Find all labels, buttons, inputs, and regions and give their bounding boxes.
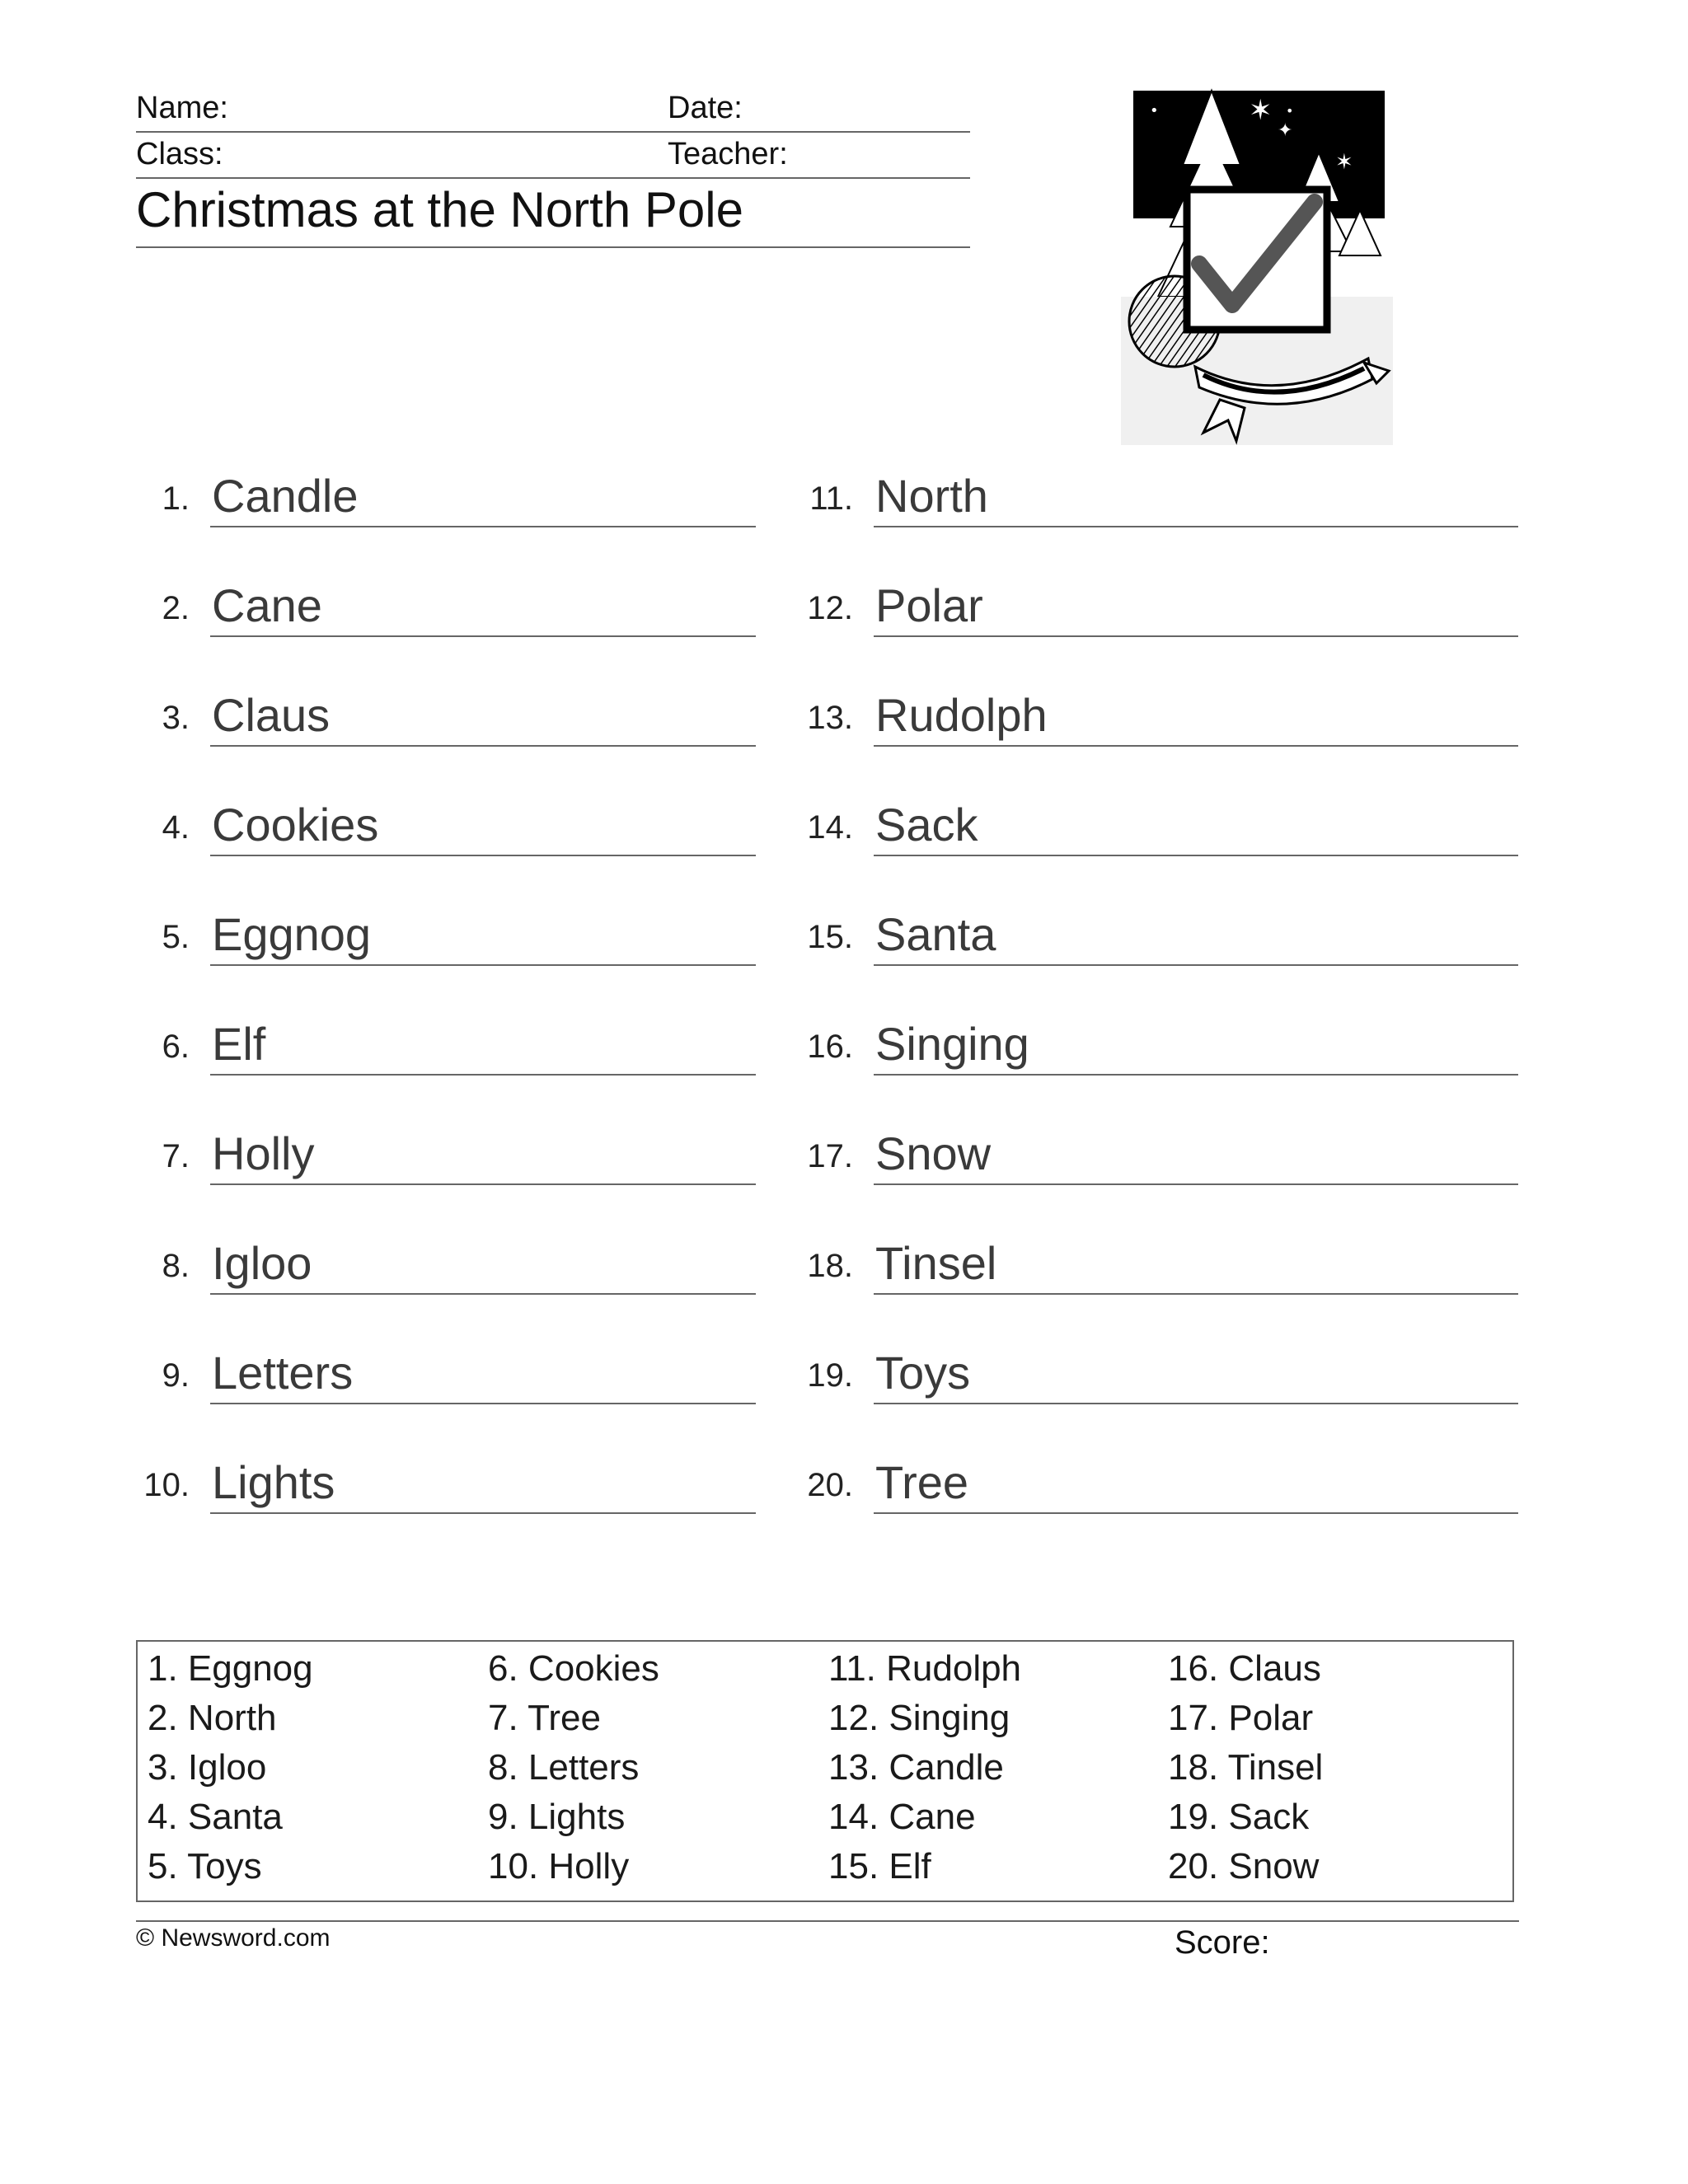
word-number: 11.: [809, 480, 853, 517]
date-label: Date:: [668, 91, 743, 125]
word-item-13: [799, 681, 1518, 747]
class-label: Class:: [136, 137, 223, 171]
word-line: [210, 569, 756, 637]
word-item-20: [799, 1448, 1518, 1514]
word-item-17: [799, 1119, 1518, 1185]
word-number: 8.: [162, 1248, 190, 1284]
word-item-15: [799, 900, 1518, 966]
answer-key-item: 13. Candle: [828, 1747, 1004, 1788]
svg-text:✶: ✶: [1335, 150, 1353, 175]
answer-key-item: 16. Claus: [1168, 1648, 1321, 1689]
answer-key-item: 1. Eggnog: [148, 1648, 313, 1689]
word-line: [874, 1337, 1518, 1404]
word-item-14: [799, 790, 1518, 856]
word-number: 6.: [162, 1029, 190, 1065]
answer-key-box: [136, 1640, 1514, 1902]
word-number: 17.: [807, 1138, 853, 1174]
answer-key-item: 7. Tree: [488, 1698, 601, 1738]
answer-key-item: 12. Singing: [828, 1698, 1010, 1738]
word-text: Igloo: [212, 1237, 312, 1289]
word-text: Candle: [212, 470, 359, 522]
word-item-3: [136, 681, 756, 747]
word-number: 7.: [162, 1138, 190, 1174]
word-number: 14.: [807, 809, 853, 846]
word-number: 19.: [807, 1357, 853, 1394]
word-line: [210, 1118, 756, 1185]
teacher-label: Teacher:: [668, 137, 788, 171]
word-text: Cookies: [212, 799, 379, 851]
worksheet-header: [136, 87, 970, 248]
word-text: North: [875, 470, 988, 522]
word-item-19: [799, 1338, 1518, 1404]
word-item-10: [136, 1448, 756, 1514]
svg-text:•: •: [1150, 102, 1159, 120]
word-item-16: [799, 1010, 1518, 1076]
word-line: [210, 1446, 756, 1514]
word-text: Letters: [212, 1347, 354, 1399]
copyright-text: © Newsword.com: [136, 1924, 331, 1952]
word-number: 18.: [807, 1248, 853, 1284]
word-text: Holly: [212, 1127, 315, 1179]
word-line: [874, 1008, 1518, 1076]
answer-key-item: 3. Igloo: [148, 1747, 267, 1788]
word-number: 3.: [162, 700, 190, 736]
answer-key-item: 5. Toys: [148, 1846, 262, 1886]
word-number: 16.: [807, 1029, 853, 1065]
word-text: Santa: [875, 908, 996, 960]
answer-key-item: 15. Elf: [828, 1846, 931, 1886]
word-line: [874, 460, 1518, 527]
answer-key-item: 17. Polar: [1168, 1698, 1314, 1738]
word-item-1: [136, 462, 756, 527]
word-text: Sack: [875, 799, 978, 851]
word-number: 5.: [162, 919, 190, 955]
answer-key-item: 20. Snow: [1168, 1846, 1320, 1886]
svg-text:•: •: [1286, 103, 1294, 119]
word-number: 1.: [162, 480, 190, 517]
word-item-11: [799, 462, 1518, 527]
word-item-4: [136, 790, 756, 856]
word-line: [874, 1118, 1518, 1185]
word-text: Eggnog: [212, 908, 372, 960]
word-line: [874, 898, 1518, 966]
word-text: Toys: [875, 1347, 971, 1399]
word-item-6: [136, 1010, 756, 1076]
word-text: Snow: [875, 1127, 992, 1179]
word-line: [874, 1227, 1518, 1295]
word-line: [874, 679, 1518, 747]
answer-key-item: 19. Sack: [1168, 1797, 1310, 1837]
word-text: Polar: [875, 579, 983, 631]
word-line: [210, 1337, 756, 1404]
word-line: [210, 679, 756, 747]
christmas-tree-checkbox-icon: [1121, 87, 1393, 445]
score-label: Score:: [1175, 1924, 1270, 1961]
word-line: [210, 460, 756, 527]
footer-divider: [136, 1920, 1519, 1922]
word-text: Cane: [212, 579, 322, 631]
answer-key-item: 2. North: [148, 1698, 277, 1738]
word-number: 12.: [807, 590, 853, 626]
word-item-18: [799, 1229, 1518, 1295]
word-number: 9.: [162, 1357, 190, 1394]
answer-key-item: 11. Rudolph: [828, 1648, 1022, 1689]
word-line: [210, 789, 756, 856]
page-title: Christmas at the North Pole: [136, 182, 743, 237]
word-line: [874, 1446, 1518, 1514]
word-text: Tree: [875, 1456, 969, 1508]
word-number: 15.: [807, 919, 853, 955]
name-date-row: [136, 87, 970, 133]
word-line: [210, 1227, 756, 1295]
word-text: Elf: [212, 1018, 266, 1070]
name-label: Name:: [136, 91, 228, 125]
word-text: Lights: [212, 1456, 335, 1508]
word-number: 13.: [807, 700, 853, 736]
svg-text:✶: ✶: [1249, 94, 1273, 127]
answer-key-item: 14. Cane: [828, 1797, 976, 1837]
word-item-8: [136, 1229, 756, 1295]
svg-text:✦: ✦: [1278, 120, 1293, 141]
word-number: 2.: [162, 590, 190, 626]
word-text: Rudolph: [875, 689, 1048, 741]
word-item-5: [136, 900, 756, 966]
word-number: 10.: [143, 1467, 190, 1503]
class-teacher-row: [136, 133, 970, 179]
answer-key-item: 6. Cookies: [488, 1648, 659, 1689]
word-text: Singing: [875, 1018, 1029, 1070]
word-item-12: [799, 571, 1518, 637]
word-text: Claus: [212, 689, 331, 741]
answer-key-item: 10. Holly: [488, 1846, 630, 1886]
title-row: [136, 179, 970, 248]
word-text: Tinsel: [875, 1237, 997, 1289]
word-number: 4.: [162, 809, 190, 846]
word-line: [874, 789, 1518, 856]
word-line: [874, 569, 1518, 637]
word-item-9: [136, 1338, 756, 1404]
answer-key-item: 9. Lights: [488, 1797, 626, 1837]
word-item-2: [136, 571, 756, 637]
word-item-7: [136, 1119, 756, 1185]
word-line: [210, 898, 756, 966]
word-number: 20.: [807, 1467, 853, 1503]
word-line: [210, 1008, 756, 1076]
answer-key-item: 18. Tinsel: [1168, 1747, 1324, 1788]
answer-key-item: 4. Santa: [148, 1797, 283, 1837]
answer-key-item: 8. Letters: [488, 1747, 640, 1788]
